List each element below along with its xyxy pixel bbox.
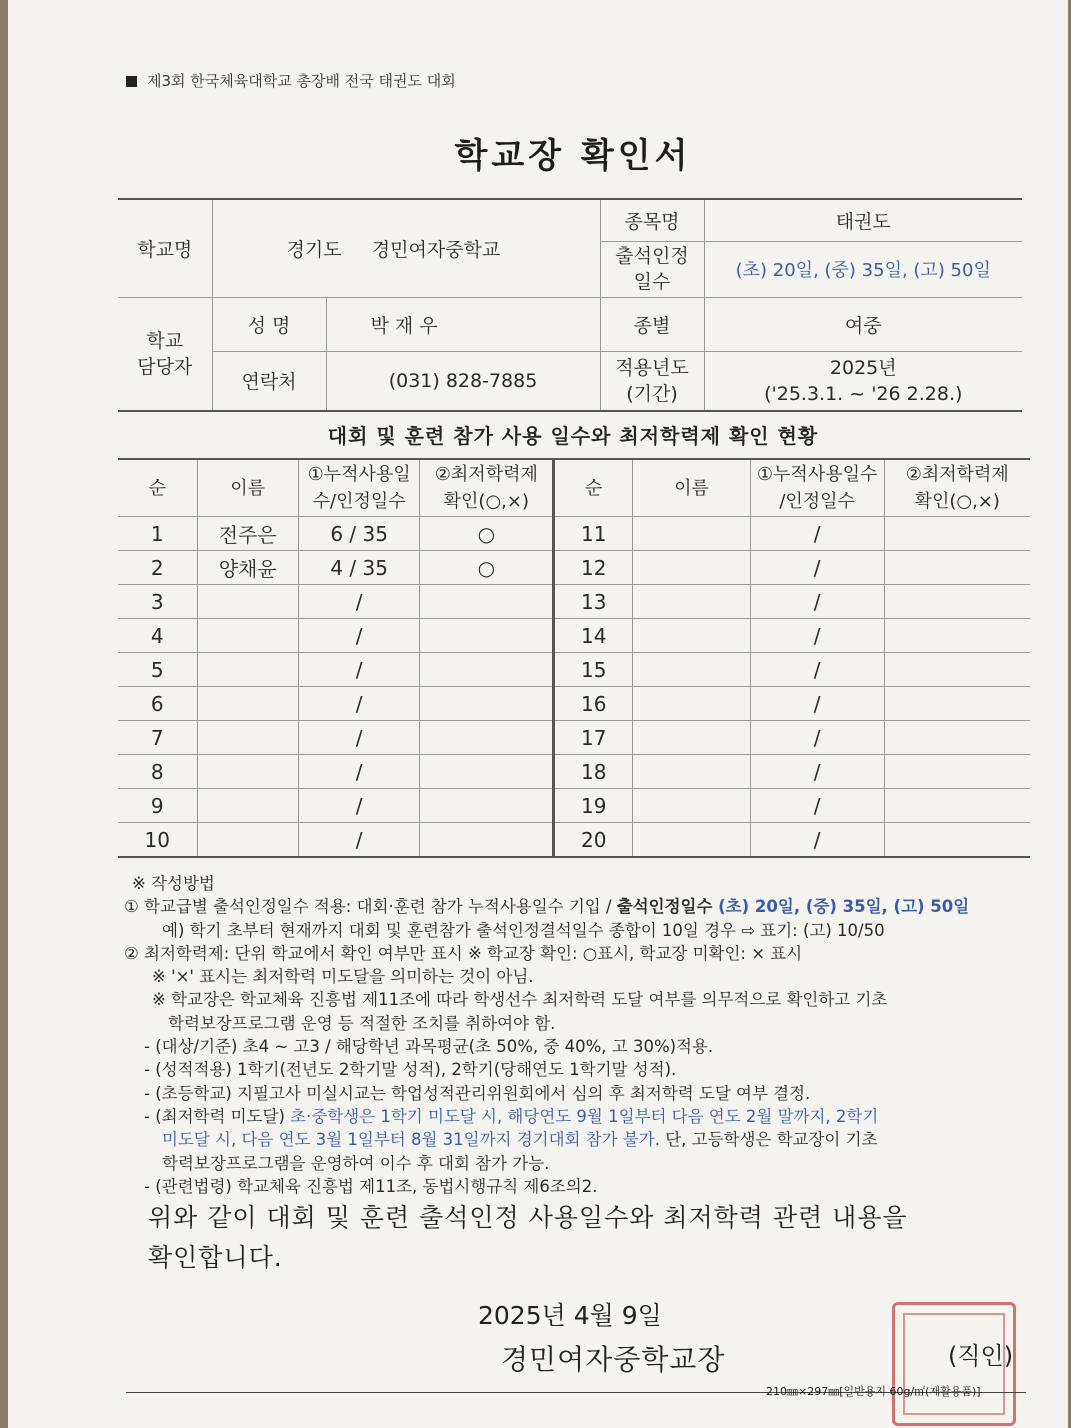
row-name	[197, 721, 298, 755]
detail-unmet-3: 학력보장프로그램을 운영하여 이수 후 대회 참가 가능.	[162, 1153, 550, 1173]
competition-header-text: 제3회 한국체육대학교 총장배 전국 태권도 대회	[147, 72, 456, 90]
event-label: 종목명	[600, 199, 704, 241]
row-check-right	[884, 517, 1030, 551]
row-days-right: /	[750, 551, 884, 585]
row-name-right	[633, 619, 751, 653]
row-check-right	[884, 653, 1030, 687]
row-check-right	[884, 721, 1030, 755]
confirmation-line1: 위와 같이 대회 및 훈련 출석인정 사용일수와 최저학력 관련 내용을	[148, 1203, 908, 1232]
row-days-right: /	[750, 653, 884, 687]
row-name-right	[633, 585, 751, 619]
row-days-right: /	[750, 517, 884, 551]
detail-grades: - (성적적용) 1학기(전년도 2학기말 성적), 2학기(당해연도 1학기말 성적).	[144, 1060, 677, 1080]
row-name-right	[633, 517, 751, 551]
row-no: 2	[118, 551, 197, 585]
note-1-text: ① 학교급별 출석인정일수 적용: 대회·훈련 참가 누적사용일수 기입 /	[124, 897, 617, 917]
school-region: 경기도	[286, 238, 342, 261]
row-no: 1	[118, 517, 197, 551]
confirmation-line2: 확인합니다.	[148, 1243, 283, 1272]
table-row	[118, 653, 1030, 687]
header-academic-line2: 확인(○,×)	[443, 491, 529, 512]
header-name: 이름	[197, 459, 298, 517]
header-no: 순	[118, 459, 197, 517]
table-row	[118, 721, 1030, 755]
row-check	[420, 755, 554, 789]
row-check-right	[884, 755, 1030, 789]
row-days: 6 / 35	[298, 517, 420, 551]
competition-header	[126, 70, 456, 91]
document-page	[8, 0, 1068, 1428]
row-no: 5	[118, 653, 197, 687]
year-period: ('25.3.1. ~ '26 2.28.)	[764, 382, 963, 405]
attendance-value: (초) 20일, (중) 35일, (고) 50일	[704, 241, 1022, 297]
detail-unmet-tail: 단, 고등학생은 학교장이 기초	[659, 1130, 878, 1150]
row-no: 10	[118, 823, 197, 858]
header-days-right	[750, 459, 884, 517]
note-2-a: ※ '×' 표시는 최저학력 미도달을 의미하는 것이 아님.	[152, 967, 534, 987]
row-name: 전주은	[197, 517, 298, 551]
instructions	[124, 872, 1034, 1198]
header-academic	[420, 459, 554, 517]
header-days-right-line1: ①누적사용일수	[756, 464, 878, 485]
header-name-right: 이름	[633, 459, 751, 517]
name-label: 성 명	[212, 297, 326, 351]
note-2-b2: 학력보장프로그램 운영 등 적절한 조치를 취하여야 함.	[168, 1013, 556, 1033]
school-value	[212, 199, 600, 297]
year-label-line2: (기간)	[626, 382, 678, 405]
row-check	[420, 585, 554, 619]
header-no-right: 순	[554, 459, 633, 517]
detail-unmet-blue-1: 초·중학생은 1학기 미도달 시, 해당연도 9월 1일부터 다음 연도 2월 말까지, 2학기	[290, 1106, 879, 1126]
note-2: ② 최저학력제: 단위 학교에서 확인 여부만 표시 ※ 학교장 확인: ○표시, 학교장 미확인: × 표시	[124, 943, 803, 963]
detail-unmet-2	[124, 1128, 1034, 1151]
year-value	[704, 351, 1022, 411]
row-no-right: 19	[554, 789, 633, 823]
row-days: /	[298, 653, 420, 687]
detail-unmet	[124, 1105, 1034, 1128]
year-value-line1: 2025년	[829, 356, 897, 379]
header-academic-line1: ②최저학력제	[434, 464, 538, 485]
attendance-label	[600, 241, 704, 297]
school-info-table	[118, 198, 1022, 412]
row-name	[197, 687, 298, 721]
manager-label-line2: 담당자	[137, 355, 193, 378]
header-academic-right-line1: ②최저학력제	[905, 464, 1009, 485]
manager-label	[118, 297, 212, 411]
header-academic-right-line2: 확인(○,×)	[914, 491, 1000, 512]
row-no: 8	[118, 755, 197, 789]
row-days: /	[298, 755, 420, 789]
row-name	[197, 619, 298, 653]
row-no-right: 12	[554, 551, 633, 585]
note-1-bold: 출석인정일수	[616, 897, 713, 917]
header-days-right-line2: /인정일수	[779, 491, 855, 512]
row-name	[197, 823, 298, 858]
note-2-b1: ※ 학교장은 학교체육 진흥법 제11조에 따라 학생선수 최저학력 도달 여부를 의무적으로 확인하고 기초	[152, 990, 888, 1010]
row-check	[420, 823, 554, 858]
row-days-right: /	[750, 789, 884, 823]
row-check-right	[884, 789, 1030, 823]
year-label	[600, 351, 704, 411]
category-label: 종별	[600, 297, 704, 351]
row-days-right: /	[750, 585, 884, 619]
row-check-right	[884, 585, 1030, 619]
row-no: 3	[118, 585, 197, 619]
table-row	[118, 585, 1030, 619]
row-no: 7	[118, 721, 197, 755]
row-name	[197, 789, 298, 823]
row-no-right: 16	[554, 687, 633, 721]
row-check	[420, 619, 554, 653]
row-check	[420, 789, 554, 823]
table-row	[118, 755, 1030, 789]
header-days-line2: 수/인정일수	[312, 491, 406, 512]
table-row	[118, 823, 1030, 858]
row-days: /	[298, 789, 420, 823]
row-name-right	[633, 721, 751, 755]
row-no: 6	[118, 687, 197, 721]
row-check	[420, 687, 554, 721]
year-label-line1: 적용년도	[615, 356, 689, 379]
row-no-right: 13	[554, 585, 633, 619]
row-days: /	[298, 585, 420, 619]
participation-table	[118, 458, 1030, 858]
row-check	[420, 653, 554, 687]
table-row	[118, 619, 1030, 653]
row-check-right	[884, 687, 1030, 721]
row-name-right	[633, 551, 751, 585]
row-days-right: /	[750, 687, 884, 721]
contact-label: 연락처	[212, 351, 326, 411]
row-days-right: /	[750, 721, 884, 755]
row-check: ○	[420, 517, 554, 551]
row-check-right	[884, 823, 1030, 858]
row-days-right: /	[750, 619, 884, 653]
contact-value: (031) 828-7885	[326, 351, 600, 411]
row-name	[197, 755, 298, 789]
detail-unmet-label: - (최저학력 미도달)	[144, 1106, 291, 1126]
name-value: 박 재 우	[326, 297, 600, 351]
table-row	[118, 551, 1030, 585]
row-name	[197, 653, 298, 687]
attendance-label-line1: 출석인정	[615, 245, 689, 267]
header-days-line1: ①누적사용일	[307, 464, 411, 485]
detail-elementary: - (초등학교) 지필고사 미실시교는 학업성적관리위원회에서 심의 후 최저학력 도달 여부 결정.	[144, 1083, 811, 1103]
row-days: /	[298, 619, 420, 653]
row-days-right: /	[750, 755, 884, 789]
row-days: /	[298, 823, 420, 858]
detail-law: - (관련법령) 학교체육 진흥법 제11조, 동법시행규칙 제6조의2.	[144, 1176, 598, 1196]
row-check: ○	[420, 551, 554, 585]
row-name-right	[633, 755, 751, 789]
section-title: 대회 및 훈련 참가 사용 일수와 최저학력제 확인 현황	[327, 424, 819, 448]
row-no-right: 11	[554, 517, 633, 551]
school-label: 학교명	[118, 199, 212, 297]
square-bullet-icon	[126, 76, 137, 87]
signer-name: 경민여자중학교장	[501, 1343, 726, 1376]
row-name	[197, 585, 298, 619]
row-no: 4	[118, 619, 197, 653]
row-name: 양채윤	[197, 551, 298, 585]
detail-unmet-blue-2: 미도달 시, 다음 연도 3월 1일부터 8월 31일까지 경기대회 참가 불가.	[162, 1130, 660, 1150]
table-row	[118, 789, 1030, 823]
row-days: 4 / 35	[298, 551, 420, 585]
category-value: 여중	[704, 297, 1022, 351]
notes-heading: ※ 작성방법	[132, 874, 215, 893]
header-academic-right	[884, 459, 1030, 517]
note-1-example: 예) 학기 초부터 현재까지 대회 및 훈련참가 출석인정결석일수 종합이 10일 경우 ⇨ 표기: (고) 10/50	[162, 920, 885, 940]
header-days	[298, 459, 420, 517]
row-check	[420, 721, 554, 755]
row-check-right	[884, 619, 1030, 653]
row-no-right: 17	[554, 721, 633, 755]
event-value: 태권도	[704, 199, 1022, 241]
paper-spec: 210㎜×297㎜[일반용지 60g/㎡(재활용품)]	[766, 1385, 981, 1398]
issue-date: 2025년 4월 9일	[478, 1301, 662, 1330]
row-no-right: 18	[554, 755, 633, 789]
seal-label: (직인)	[948, 1342, 1014, 1370]
row-name-right	[633, 653, 751, 687]
row-days: /	[298, 687, 420, 721]
row-days: /	[298, 721, 420, 755]
confirmation-statement	[148, 1198, 908, 1278]
table-row	[118, 687, 1030, 721]
table-row	[118, 517, 1030, 551]
note-1-values: (초) 20일, (중) 35일, (고) 50일	[712, 897, 970, 917]
school-name: 경민여자중학교	[371, 238, 501, 261]
row-no-right: 20	[554, 823, 633, 858]
note-1	[124, 895, 1034, 918]
detail-target: - (대상/기준) 초4 ~ 고3 / 해당학년 과목평균(초 50%, 중 40%, 고 30%)적용.	[144, 1037, 714, 1057]
attendance-label-line2: 일수	[633, 271, 671, 293]
row-name-right	[633, 823, 751, 858]
page-title: 학교장 확인서	[454, 136, 692, 176]
row-no-right: 14	[554, 619, 633, 653]
table-header-row	[118, 459, 1030, 517]
row-check-right	[884, 551, 1030, 585]
row-no: 9	[118, 789, 197, 823]
row-no-right: 15	[554, 653, 633, 687]
row-name-right	[633, 789, 751, 823]
row-name-right	[633, 687, 751, 721]
manager-label-line1: 학교	[146, 329, 184, 352]
row-days-right: /	[750, 823, 884, 858]
